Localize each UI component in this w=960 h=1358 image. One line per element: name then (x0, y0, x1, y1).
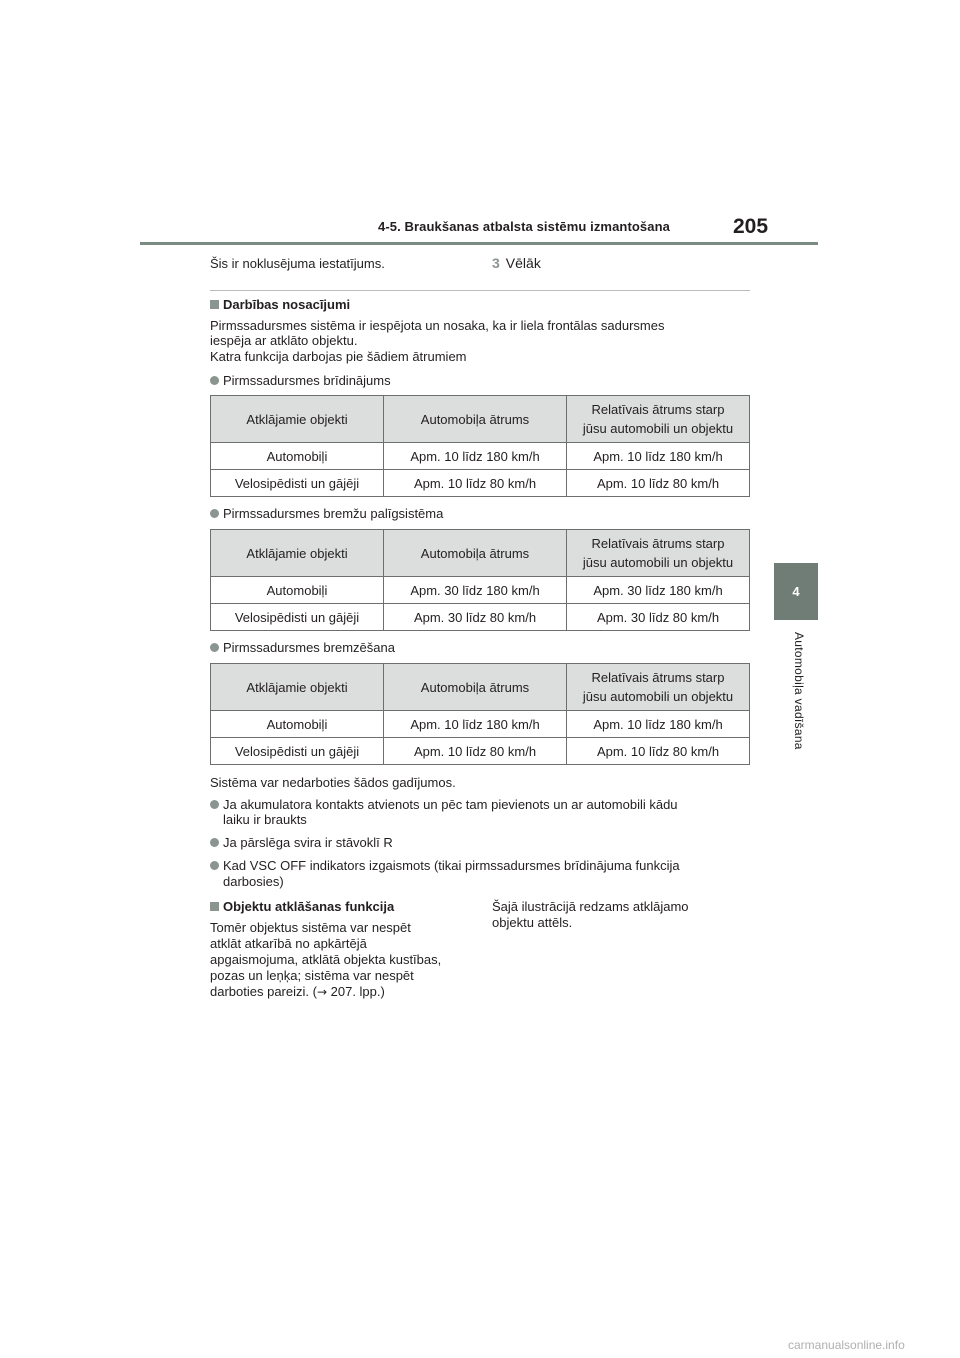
table-cell: Apm. 10 līdz 80 km/h (384, 738, 567, 765)
header-cell (567, 530, 750, 577)
table-cell: Apm. 10 līdz 80 km/h (384, 470, 567, 497)
list-item-text: Ja akumulatora kontakts atvienots un pēc tam pievienots un ar automobili kādu (223, 797, 678, 812)
conditions-heading-text: Darbības nosacījumi (223, 297, 351, 312)
circle-bullet-icon (210, 838, 219, 847)
step-label: Vēlāk (505, 255, 541, 271)
detection-line-4: pozas un leņķa; sistēma var nespēt (210, 968, 414, 983)
detection-line-3: apgaismojuma, atklātā objekta kustības, (210, 952, 442, 967)
illustration-note-line-1: Šajā ilustrācijā redzams atklājamo (492, 899, 689, 914)
table-header-row (211, 396, 750, 443)
conditions-heading (210, 297, 350, 312)
table-cell: Apm. 30 līdz 180 km/h (384, 577, 567, 604)
speed-table-braking (210, 663, 750, 765)
conditions-line-2: iespēja ar atklāto objektu. (210, 333, 358, 348)
list-item-continuation: laiku ir braukts (223, 812, 307, 827)
step-item (492, 256, 541, 271)
header-cell-line: Relatīvais ātrums starp (591, 670, 725, 685)
table-caption-text: Pirmssadursmes bremzēšana (223, 640, 395, 655)
table-cell: Velosipēdisti un gājēji (211, 738, 384, 765)
page-reference-link[interactable]: 207. lpp.) (327, 984, 385, 999)
table-cell: Automobiļi (211, 443, 384, 470)
detection-line-1: Tomēr objektus sistēma var nespēt (210, 920, 411, 935)
table-cell: Automobiļi (211, 711, 384, 738)
list-item (210, 797, 678, 812)
detection-heading-text: Objektu atklāšanas funkcija (223, 899, 395, 914)
header-cell: Atklājamie objekti (211, 530, 384, 577)
table-row (211, 443, 750, 470)
table-caption-text: Pirmssadursmes brīdinājums (223, 373, 391, 388)
header-cell: Automobiļa ātrums (384, 396, 567, 443)
list-item (210, 858, 680, 873)
detection-line-5-prefix: darboties pareizi. ( (210, 984, 317, 999)
conditions-line-1: Pirmssadursmes sistēma ir iespējota un nosaka, ka ir liela frontālas sadursmes (210, 318, 665, 333)
detection-line-5 (210, 984, 385, 1000)
header-cell-line: jūsu automobili un objektu (582, 421, 734, 436)
table-cell: Automobiļi (211, 577, 384, 604)
square-bullet-icon (210, 300, 219, 309)
table-row (211, 470, 750, 497)
section-divider (210, 290, 750, 291)
list-item-continuation: darbosies) (223, 874, 284, 889)
page-number: 205 (733, 215, 769, 238)
circle-bullet-icon (210, 861, 219, 870)
header-cell: Automobiļa ātrums (384, 664, 567, 711)
table-row (211, 738, 750, 765)
detection-heading (210, 899, 394, 914)
step-number: 3 (492, 255, 500, 271)
section-title: 4-5. Braukšanas atbalsta sistēmu izmantošana (378, 219, 670, 234)
circle-bullet-icon (210, 376, 219, 385)
header-cell-line: jūsu automobili un objektu (582, 689, 734, 704)
circle-bullet-icon (210, 509, 219, 518)
speed-table-warning (210, 395, 750, 497)
table-header-row (211, 664, 750, 711)
table-row (211, 604, 750, 631)
table-row (211, 711, 750, 738)
table-caption-text: Pirmssadursmes bremžu palīgsistēma (223, 506, 444, 521)
table-cell: Velosipēdisti un gājēji (211, 470, 384, 497)
table-cell: Apm. 30 līdz 180 km/h (567, 577, 750, 604)
conditions-line-3: Katra funkcija darbojas pie šādiem ātrumiem (210, 349, 467, 364)
speed-table-brake-assist (210, 529, 750, 631)
table-caption (210, 640, 395, 655)
table-cell: Apm. 10 līdz 80 km/h (567, 738, 750, 765)
header-cell-line: Relatīvais ātrums starp (591, 402, 725, 417)
arrow-right-icon: → (316, 985, 328, 999)
illustration-note-line-2: objektu attēls. (492, 915, 573, 930)
chapter-label: Automobiļa vadīšana (792, 632, 806, 750)
table-cell: Apm. 10 līdz 80 km/h (567, 470, 750, 497)
header-cell-line: jūsu automobili un objektu (582, 555, 734, 570)
header-cell (567, 664, 750, 711)
list-item (210, 835, 393, 850)
table-cell: Apm. 30 līdz 80 km/h (384, 604, 567, 631)
watermark: carmanualsonline.info (788, 1338, 905, 1352)
table-cell: Velosipēdisti un gājēji (211, 604, 384, 631)
header-cell (567, 396, 750, 443)
table-caption (210, 506, 443, 521)
table-cell: Apm. 10 līdz 180 km/h (384, 711, 567, 738)
header-cell-line: Relatīvais ātrums starp (591, 536, 725, 551)
detection-line-2: atklāt atkarībā no apkārtējā (210, 936, 367, 951)
list-item-text: Ja pārslēga svira ir stāvoklī R (223, 835, 393, 850)
header-rule (140, 242, 818, 245)
circle-bullet-icon (210, 643, 219, 652)
table-cell: Apm. 30 līdz 80 km/h (567, 604, 750, 631)
table-cell: Apm. 10 līdz 180 km/h (567, 443, 750, 470)
may-not-work-intro: Sistēma var nedarboties šādos gadījumos. (210, 775, 456, 790)
list-item-text: Kad VSC OFF indikators izgaismots (tikai pirmssadursmes brīdinājuma funkcija (223, 858, 680, 873)
square-bullet-icon (210, 902, 219, 911)
table-header-row (211, 530, 750, 577)
default-note: Šis ir noklusējuma iestatījums. (210, 256, 385, 271)
table-cell: Apm. 10 līdz 180 km/h (567, 711, 750, 738)
table-caption (210, 373, 391, 388)
header-cell: Atklājamie objekti (211, 664, 384, 711)
circle-bullet-icon (210, 800, 219, 809)
chapter-tab[interactable]: 4 (774, 563, 818, 620)
header-cell: Atklājamie objekti (211, 396, 384, 443)
header-cell: Automobiļa ātrums (384, 530, 567, 577)
table-cell: Apm. 10 līdz 180 km/h (384, 443, 567, 470)
table-row (211, 577, 750, 604)
